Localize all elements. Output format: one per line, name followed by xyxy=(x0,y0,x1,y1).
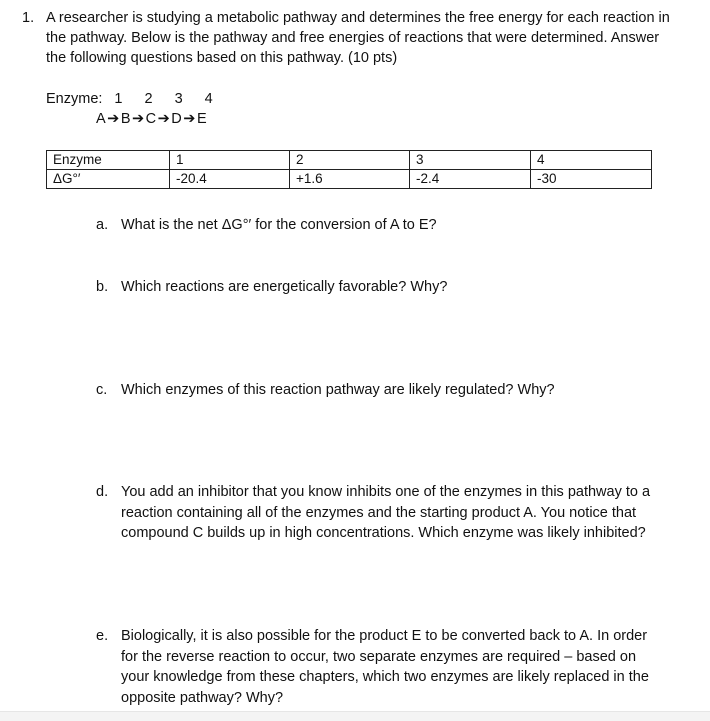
table-cell: +1.6 xyxy=(290,170,410,189)
arrow-right-icon: ➔ xyxy=(183,111,196,127)
subquestion-letter: d. xyxy=(96,484,109,500)
arrow-right-icon: ➔ xyxy=(107,111,120,127)
subquestion-text: Biologically, it is also possible for the product E to be converted back to A. In order for the reverse reaction to occur, two separate enzymes are required – based on your knowledge from these chapters, which two enzymes are likely replaced in the opposite pathway? Why? xyxy=(121,628,649,706)
compound-a: A xyxy=(96,111,107,127)
enzyme-numbering-line xyxy=(46,90,213,108)
table-row-delta-g xyxy=(47,170,652,189)
table-cell: ΔG°′ xyxy=(47,170,170,189)
table-cell: 3 xyxy=(410,151,531,170)
subquestion-text: Which enzymes of this reaction pathway are likely regulated? Why? xyxy=(121,382,555,398)
free-energy-table xyxy=(46,150,652,189)
enzyme-number-4: 4 xyxy=(204,91,213,107)
subquestion-c xyxy=(96,380,656,401)
enzyme-label: Enzyme: xyxy=(46,91,103,107)
subquestion-letter: c. xyxy=(96,382,108,398)
table-cell: Enzyme xyxy=(47,151,170,170)
compound-d: D xyxy=(171,111,183,127)
table-cell: 2 xyxy=(290,151,410,170)
subquestion-e xyxy=(96,626,656,708)
question-intro: A researcher is studying a metabolic pathway and determines the free energy for each reaction in the pathway. Below is the pathway and free energies of reactions that were determined. Answer the following questions based on this pathway. (10 pts) xyxy=(46,10,670,66)
subquestion-a xyxy=(96,215,656,236)
subquestion-text: What is the net ΔG°′ for the conversion of A to E? xyxy=(121,217,437,233)
table-cell: -2.4 xyxy=(410,170,531,189)
enzyme-number-3: 3 xyxy=(174,91,183,107)
enzyme-number-1: 1 xyxy=(114,91,123,107)
compound-b: B xyxy=(120,111,131,127)
subquestion-b xyxy=(96,277,656,298)
arrow-right-icon: ➔ xyxy=(132,111,145,127)
table-cell: 1 xyxy=(170,151,290,170)
table-cell: 4 xyxy=(531,151,652,170)
compound-c: C xyxy=(145,111,157,127)
enzyme-number-2: 2 xyxy=(144,91,153,107)
compound-e: E xyxy=(196,111,208,127)
subquestion-letter: e. xyxy=(96,628,109,644)
question-number: 1. xyxy=(22,10,35,26)
table-cell: -20.4 xyxy=(170,170,290,189)
arrow-right-icon: ➔ xyxy=(157,111,171,127)
subquestion-text: Which reactions are energetically favorable? Why? xyxy=(121,279,448,295)
table-row-enzyme xyxy=(47,151,652,170)
reaction-pathway xyxy=(96,110,207,128)
subquestion-letter: a. xyxy=(96,217,109,233)
subquestion-d xyxy=(96,482,656,544)
subquestion-letter: b. xyxy=(96,279,109,295)
table-cell: -30 xyxy=(531,170,652,189)
subquestion-text: You add an inhibitor that you know inhibits one of the enzymes in this pathway to a reaction containing all of the enzymes and the starting product A. You notice that compound C builds up in high concentrations. Which enzyme was likely inhibited? xyxy=(121,484,651,541)
